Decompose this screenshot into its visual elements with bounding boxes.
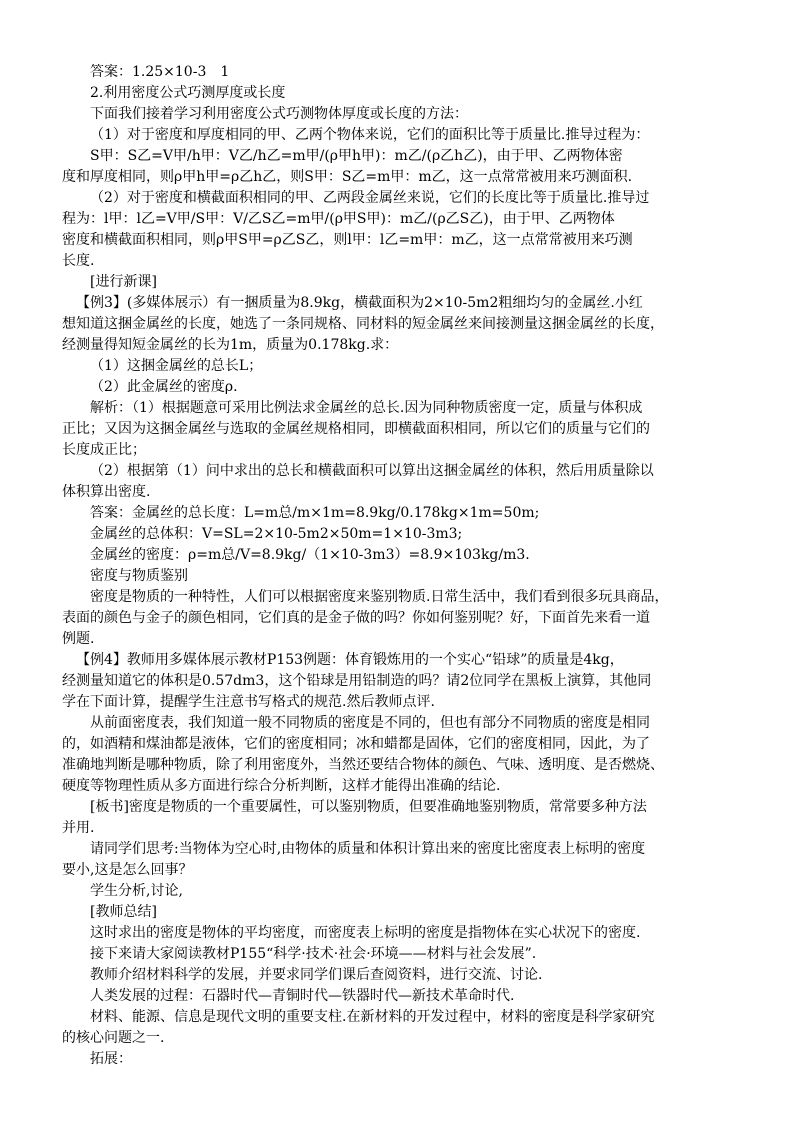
- text-line: 并用.: [62, 820, 95, 836]
- text-line: 金属丝的总体积：V=SL=2×10-5m2×50m=1×10-3m3;: [90, 526, 463, 542]
- text-line: 正比；又因为这捆金属丝与选取的金属丝规格相同，即横截面积相同，所以它们的质量与它们的: [62, 421, 650, 437]
- text-line: 体积算出密度.: [62, 484, 151, 500]
- text-line: 准确地判断是哪种物质，除了利用密度外，当然还要结合物体的颜色、气味、透明度、是否燃烧、: [62, 757, 664, 773]
- text-line: 拓展：: [90, 1051, 132, 1067]
- text-line: 程为：l甲：l乙=V甲/S甲：V/乙S乙=m甲/(ρ甲S甲)：m乙/(ρ乙S乙)，由于甲、乙两物体: [62, 211, 615, 227]
- text-line: 想知道这捆金属丝的长度，她选了一条同规格、同材料的短金属丝来间接测量这捆金属丝的长度，: [62, 316, 664, 332]
- section-heading: 2.利用密度公式巧测厚度或长度: [90, 85, 286, 101]
- text-line: 这时求出的密度是物体的平均密度，而密度表上标明的密度是指物体在实心状况下的密度.: [90, 925, 641, 941]
- text-line: （2）此金属丝的密度ρ.: [90, 379, 238, 395]
- text-line: 例题.: [62, 631, 95, 647]
- text-line: 长度成正比；: [62, 442, 146, 458]
- text-line: 答案：1.25×10-3 1: [90, 64, 230, 80]
- text-line: S甲：S乙=V甲/h甲：V乙/h乙=m甲/(ρ甲h甲)：m乙/(ρ乙h乙)，由于甲、乙两物体密: [90, 148, 623, 164]
- text-line: （1）对于密度和厚度相同的甲、乙两个物体来说，它们的面积比等于质量比.推导过程为：: [90, 127, 650, 143]
- section-heading: [教师总结]: [90, 904, 157, 920]
- text-line: 密度是物质的一种特性，人们可以根据密度来鉴别物质.日常生活中，我们看到很多玩具商品，: [90, 589, 669, 605]
- text-line: 经测量得知短金属丝的长为1m，质量为0.178kg.求：: [62, 337, 399, 353]
- section-heading: [进行新课]: [90, 274, 157, 290]
- text-line: 金属丝的密度：ρ=m总/V=8.9kg/（1×10-3m3）=8.9×103kg/m3.: [90, 547, 530, 563]
- text-line: 要小,这是怎么回事？: [62, 862, 193, 878]
- text-line: 表面的颜色与金子的颜色相同，它们真的是金子做的吗？你如何鉴别呢？好，下面首先来看一道: [62, 610, 650, 626]
- section-heading: 密度与物质鉴别: [90, 568, 188, 584]
- text-line: 解析：（1）根据题意可采用比例法求金属丝的总长.因为同种物质密度一定，质量与体积成: [90, 400, 643, 416]
- text-line: 经测量知道它的体积是0.57dm3，这个铅球是用铅制造的吗？请2位同学在黑板上演算，其他同: [62, 673, 652, 689]
- text-line: 答案：金属丝的总长度：L=m总/m×1m=8.9kg/0.178kg×1m=50m;: [90, 505, 540, 521]
- text-line: 接下来请大家阅读教材P155“科学·技术·社会·环境——材料与社会发展”.: [90, 946, 537, 962]
- text-line: 的核心问题之一.: [62, 1030, 165, 1046]
- text-line: 硬度等物理性质从多方面进行综合分析判断，这样才能得出准确的结论.: [62, 778, 501, 794]
- text-line: （1）这捆金属丝的总长L；: [90, 358, 263, 374]
- text-line: 从前面密度表，我们知道一般不同物质的密度是不同的，但也有部分不同物质的密度是相同: [90, 715, 650, 731]
- text-line: 教师介绍材料科学的发展，并要求同学们课后查阅资料，进行交流、讨论.: [90, 967, 543, 983]
- text-line: （2）根据第（1）问中求出的总长和横截面积可以算出这捆金属丝的体积，然后用质量除以: [90, 463, 654, 479]
- text-line: 度和厚度相同，则ρ甲h甲=ρ乙h乙，则S甲：S乙=m甲：m乙，这一点常常被用来巧测面积.: [62, 169, 633, 185]
- text-line: 的，如酒精和煤油都是液体，它们的密度相同；冰和蜡都是固体，它们的密度相同，因此，为了: [62, 736, 650, 752]
- document-body: [62, 62, 710, 1070]
- text-line: 请同学们思考:当物体为空心时,由物体的质量和体积计算出来的密度比密度表上标明的密度: [90, 841, 646, 857]
- text-line: 密度和横截面积相同，则ρ甲S甲=ρ乙S乙，则l甲：l乙=m甲：m乙，这一点常常被用来巧测: [62, 232, 633, 248]
- example-heading: 【例4】教师用多媒体展示教材P153例题：体育锻炼用的一个实心“铅球”的质量是4kg，: [76, 652, 624, 668]
- text-line: 学在下面计算，提醒学生注意书写格式的规范.然后教师点评.: [62, 694, 435, 710]
- text-line: （2）对于密度和横截面积相同的甲、乙两段金属丝来说，它们的长度比等于质量比.推导过: [90, 190, 650, 206]
- text-line: 人类发展的过程：石器时代—青铜时代—铁器时代—新技术革命时代.: [90, 988, 515, 1004]
- text-line: 材料、能源、信息是现代文明的重要支柱.在新材料的开发过程中，材料的密度是科学家研究: [90, 1009, 655, 1025]
- text-line: [板书]密度是物质的一个重要属性，可以鉴别物质，但要准确地鉴别物质，常常要多种方法: [90, 799, 647, 815]
- text-line: 下面我们接着学习利用密度公式巧测物体厚度或长度的方法：: [90, 106, 468, 122]
- example-heading: 【例3】(多媒体展示）有一捆质量为8.9kg，横截面积为2×10-5m2粗细均匀的金属丝.小红: [76, 295, 643, 311]
- text-line: 长度.: [62, 253, 95, 269]
- text-line: 学生分析,讨论,: [90, 883, 183, 899]
